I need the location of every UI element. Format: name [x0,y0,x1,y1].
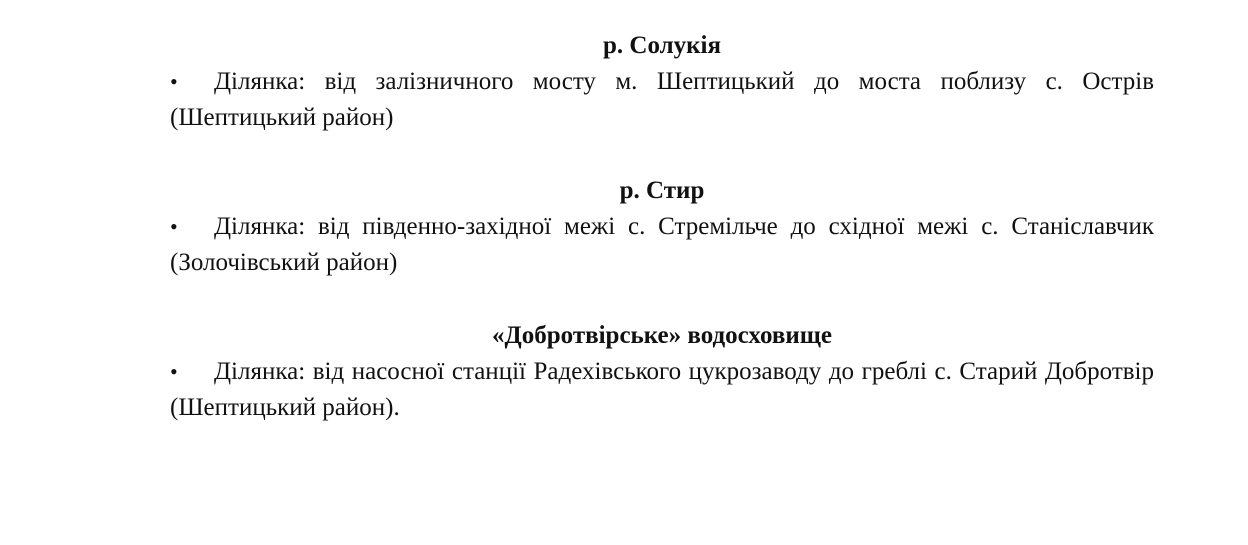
section-spacer [170,281,1154,318]
item-text: Ділянка: від насосної станції Радехівського цукрозаводу до греблі с. Старий Добротвір (Шептицький район). [170,358,1154,421]
item-text: Ділянка: від залізничного мосту м. Шептицький до моста поблизу с. Острів (Шептицький район) [170,68,1154,131]
list-item [170,209,1154,281]
section-title: р. Солукія [602,32,722,59]
section-solukiia [170,28,1154,136]
section-title: «Добротвірське» водосховище [492,322,832,349]
document-page [170,28,1154,426]
bullet-icon: • [170,214,178,239]
bullet-icon: • [170,69,178,94]
list-item [170,354,1154,426]
list-item [170,64,1154,136]
section-title: р. Стир [619,177,705,204]
item-text: Ділянка: від південно-західної межі с. Стремільче до східної межі с. Станіславчик (Золочівський район) [170,213,1154,276]
section-spacer [170,136,1154,173]
section-dobrotvir-reservoir [170,318,1154,426]
bullet-icon: • [170,359,178,384]
section-styr [170,173,1154,281]
